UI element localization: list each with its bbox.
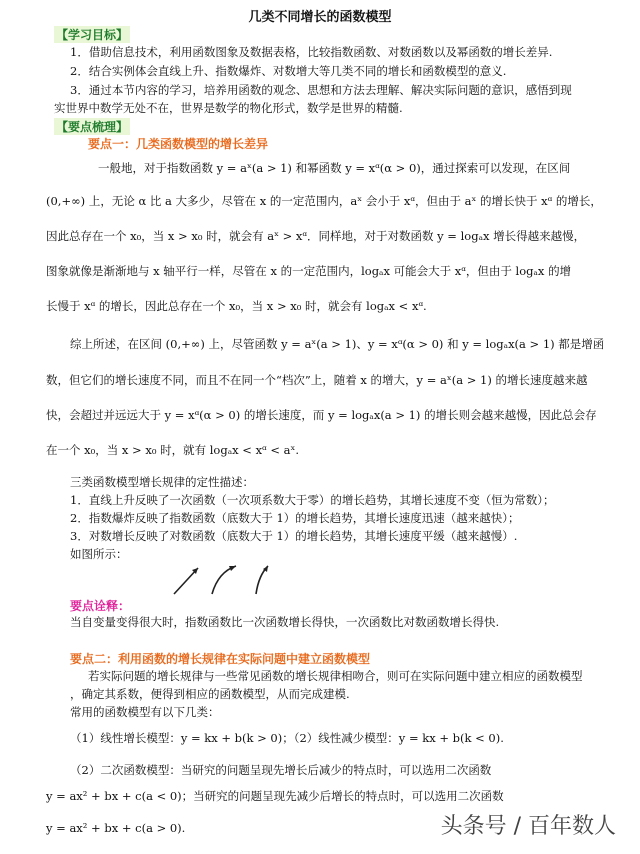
note-title: 要点诠释： (70, 599, 131, 613)
goal-3b: 实世界中数学无处不在，世界是数学的物化形式，数学是世界的精髓. (54, 101, 403, 115)
para1-line1: 一般地，对于指数函数 y = aˣ(a > 1) 和幂函数 y = xᵅ(α > 0)，通过探索可以发现，在区间 (98, 161, 571, 175)
para3-line1: 若实际问题的增长规律与一些常见函数的增长规律相吻合，则可在实际问题中建立相应的函数模型 (88, 669, 583, 683)
para1-line3: 因此总存在一个 x₀，当 x > x₀ 时，就会有 aˣ > xᵅ．同样地，对于对数函数 y = logₐx 增长得越来越慢， (46, 229, 586, 243)
rule-3: 3．对数增长反映了对数函数（底数大于 1）的增长趋势，其增长速度平缓（越来越慢）. (70, 529, 518, 543)
para1-line4: 图象就像是渐渐地与 x 轴平行一样，尽管在 x 的一定范围内，logₐx 可能会大于 xᵅ，但由于 logₐx 的增 (46, 264, 572, 278)
para1-line2: (0,+∞) 上，无论 α 比 a 大多少，尽管在 x 的一定范围内，aˣ 会小于 xᵅ，但由于 aˣ 的增长快于 xᵅ 的增长， (46, 194, 602, 208)
rule-1: 1．直线上升反映了一次函数（一次项系数大于零）的增长趋势，其增长速度不变（恒为常数）； (70, 493, 555, 507)
para1-line5: 长慢于 xᵅ 的增长，因此总存在一个 x₀，当 x > x₀ 时，就会有 logₐx < xᵅ. (46, 299, 427, 313)
goal-1: 1．借助信息技术，利用函数图象及数据表格，比较指数函数、对数函数以及幂函数的增长差异. (70, 45, 553, 59)
growth-arrows-figure (168, 558, 278, 598)
as-figure-label: 如图所示： (70, 547, 128, 561)
goal-2: 2．结合实例体会直线上升、指数爆炸、对数增大等几类不同的增长和函数模型的意义. (70, 64, 507, 78)
page-title: 几类不同增长的函数模型 (248, 10, 392, 25)
rules-intro: 三类函数模型增长规律的定性描述： (70, 475, 254, 489)
point-two-title: 要点二：利用函数的增长规律在实际问题中建立函数模型 (70, 652, 371, 666)
rule-2: 2．指数爆炸反映了指数函数（底数大于 1）的增长趋势，其增长速度迅速（越来越快）； (70, 511, 520, 525)
para2-line1: 综上所述，在区间 (0,+∞) 上，尽管函数 y = aˣ(a > 1)、y = xᵅ(α > 0) 和 y = logₐx(a > 1) 都是增函 (70, 337, 605, 351)
note-text: 当自变量变得很大时，指数函数比一次函数增长得快，一次函数比对数函数增长得快. (70, 615, 500, 629)
goal-3a: 3．通过本节内容的学习，培养用函数的观念、思想和方法去理解、解决实际问题的意识，感悟到现 (70, 83, 572, 97)
para2-line3: 快，会超过并远远大于 y = xᵅ(α > 0) 的增长速度，而 y = logₐx(a > 1) 的增长则会越来越慢，因此总会存 (46, 408, 597, 422)
point-one-title: 要点一：几类函数模型的增长差异 (88, 137, 269, 151)
key-points-tag: 【要点梳理】 (56, 120, 129, 134)
model-1: （1）线性增长模型：y = kx + b(k > 0)；（2）线性减少模型：y = kx + b(k < 0). (70, 731, 504, 745)
para3-line2: ，确定其系数，便得到相应的函数模型，从而完成建模. (70, 687, 350, 701)
model-2-line3: y = ax² + bx + c(a > 0). (46, 821, 186, 835)
common-models-label: 常用的函数模型有以下几类： (70, 705, 220, 719)
para2-line2: 数，但它们的增长速度不同，而且不在同一个“档次”上，随着 x 的增大，y = aˣ(a > 1) 的增长速度越来越 (46, 373, 588, 387)
learning-goals-tag: 【学习目标】 (56, 28, 129, 42)
para2-line4: 在一个 x₀，当 x > x₀ 时，就有 logₐx < xᵅ < aˣ. (46, 443, 299, 457)
exponential-arrow-icon (212, 566, 236, 594)
watermark: 头条号 / 百年数人 (440, 814, 616, 839)
model-2-line2: y = ax² + bx + c(a < 0)；当研究的问题呈现先减少后增长的特点时，可以选用二次函数 (46, 789, 504, 803)
model-2-line1: （2）二次函数模型：当研究的问题呈现先增长后减少的特点时，可以选用二次函数 (70, 763, 492, 777)
